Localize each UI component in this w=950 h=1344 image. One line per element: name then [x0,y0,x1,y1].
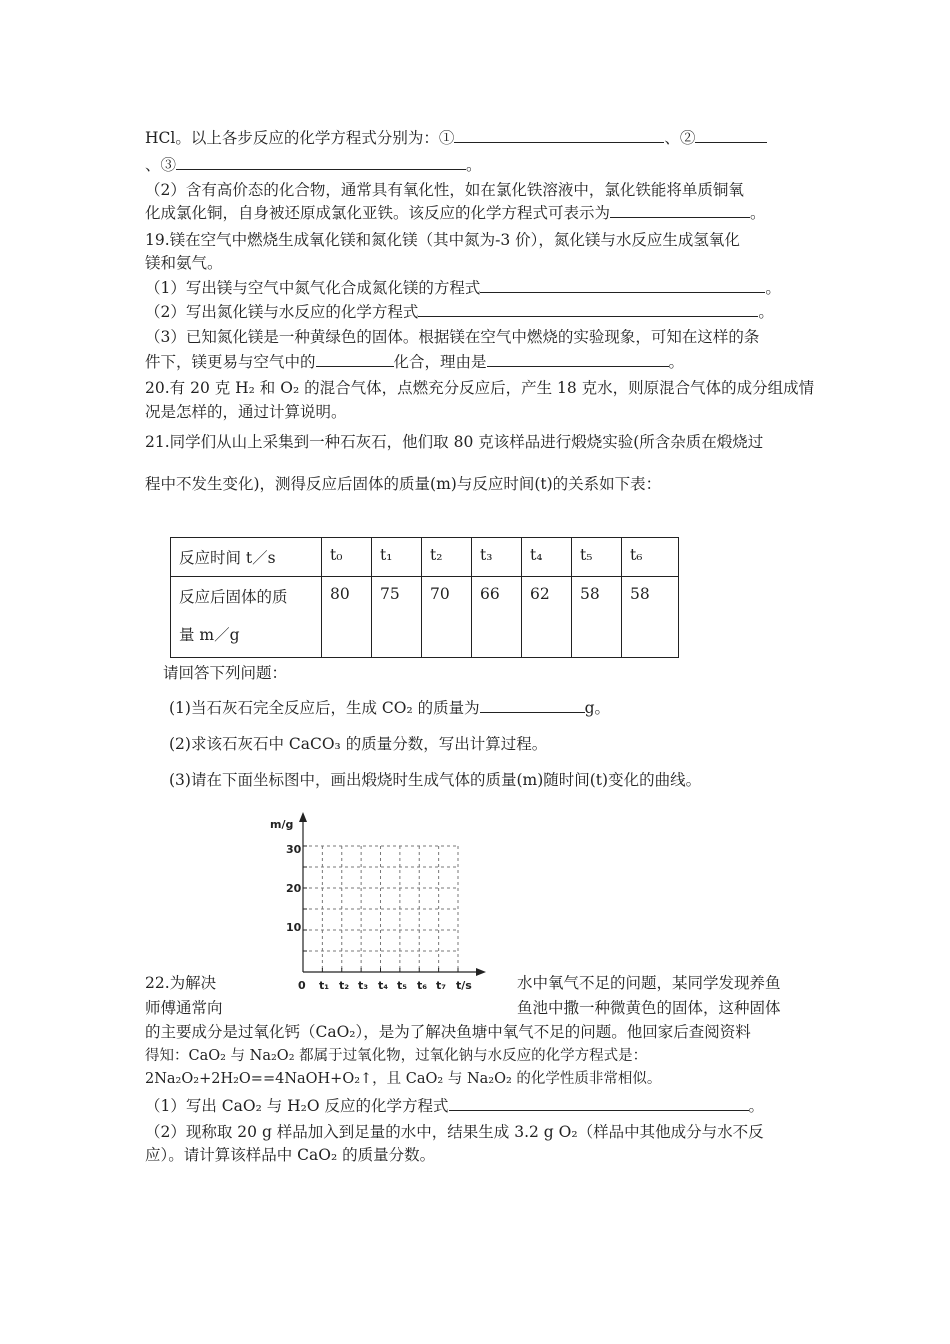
y-axis-arrow-icon [299,812,307,822]
q21-line2: 程中不发生变化)，测得反应后固体的质量(m)与反应时间(t)的关系如下表： [145,475,662,493]
q22-line1-left: 22.为解决 [145,974,217,992]
table-row [171,577,679,658]
y-tick-label: 20 [286,882,302,895]
q21-part1 [169,698,610,718]
q21-data-table [170,537,679,658]
q19-part3-end: 。 [668,353,685,371]
table-cell: 58 [622,577,679,658]
q19-blank-1[interactable] [480,278,765,293]
table-cell: t₄ [522,538,572,577]
x-axis-arrow-icon [476,968,486,976]
q20-line1: 20.有 20 克 H₂ 和 O₂ 的混合气体，点燃充分反应后，产生 18 克水，则原混合气体的成分组成情 [145,379,815,397]
q18-line1-mid: 、② [664,129,696,147]
q18-line1 [145,128,767,148]
q22-part1 [145,1096,764,1116]
q19-part2-end: 。 [758,303,774,321]
x-tick-label: t₆ [417,979,428,990]
q22-line1-right: 水中氧气不足的问题，某同学发现养鱼 [517,974,781,992]
x-tick-label: t₇ [436,979,447,990]
table-header-time: 反应时间 t／s [171,538,322,577]
x-tick-label: t₁ [319,979,330,990]
q18-line2 [145,155,482,175]
q22-line4: 得知：CaO₂ 与 Na₂O₂ 都属于过氧化物，过氧化钠与水反应的化学方程式是： [145,1048,648,1064]
table-cell: t₃ [472,538,522,577]
q19-part2 [145,302,774,322]
q19-line1: 19.镁在空气中燃烧生成氧化镁和氮化镁（其中氮为-3 价），氮化镁与水反应生成氢氧化 [145,231,740,249]
y-tick-label: 10 [286,921,302,934]
table-header-mass-line1: 反应后固体的质 [179,588,288,606]
q22-blank-1[interactable] [449,1096,749,1111]
q21-line1: 21.同学们从山上采集到一种石灰石，他们取 80 克该样品进行煅烧实验(所含杂质在煅烧过 [145,433,764,451]
q21-prompt: 请回答下列问题： [163,664,288,682]
q18-line2-text: 、③ [145,156,177,174]
q21-coordinate-grid[interactable] [266,808,496,990]
table-cell: t₂ [422,538,472,577]
table-cell: 58 [572,577,622,658]
q18-blank-4[interactable] [610,203,750,218]
table-cell: 70 [422,577,472,658]
table-cell: 66 [472,577,522,658]
q18-blank-1[interactable] [454,128,664,143]
q18-line1-text: HCl。以上各步反应的化学方程式分别为：① [145,129,455,147]
x-tick-label: t₂ [339,979,350,990]
q18-part2-text: 化成氯化铜，自身被还原成氯化亚铁。该反应的化学方程式可表示为 [145,204,611,222]
table-cell: 80 [322,577,372,658]
x-axis-label: t/s [456,979,472,990]
q22-line2-left: 师傅通常向 [145,999,223,1017]
table-cell: 75 [372,577,422,658]
q22-line2-right: 鱼池中撒一种微黄色的固体，这种固体 [517,999,781,1017]
q19-part3-line1: （3）已知氮化镁是一种黄绿色的固体。根据镁在空气中燃烧的实验现象，可知在这样的条 [145,328,760,346]
grid-lines [303,846,458,972]
q19-part1 [145,278,781,298]
q18-part2-line2 [145,203,766,223]
q22-line5: 2Na₂O₂+2H₂O==4NaOH+O₂↑，且 CaO₂ 与 Na₂O₂ 的化学性质非常相似。 [145,1071,662,1087]
origin-label: 0 [298,979,306,990]
q21-part3: (3)请在下面坐标图中，画出煅烧时生成气体的质量(m)随时间(t)变化的曲线。 [169,771,702,789]
q18-blank-2[interactable] [695,128,767,143]
q19-blank-3[interactable] [316,352,394,367]
q22-line3: 的主要成分是过氧化钙（CaO₂），是为了解决鱼塘中氧气不足的问题。他回家后查阅资料 [145,1023,751,1041]
table-header-mass [171,577,322,658]
q22-part2-line2: 应）。请计算该样品中 CaO₂ 的质量分数。 [145,1146,436,1164]
table-cell: t₀ [322,538,372,577]
q21-part1-text: (1)当石灰石完全反应后，生成 CO₂ 的质量为 [169,699,480,717]
x-tick-label: t₃ [358,979,369,990]
table-cell: 62 [522,577,572,658]
q19-part3-line2 [145,352,684,372]
q20-line2: 况是怎样的，通过计算说明。 [145,403,347,421]
table-cell: t₁ [372,538,422,577]
q19-part2-text: （2）写出氮化镁与水反应的化学方程式 [145,303,419,321]
q21-blank-1[interactable] [480,698,585,713]
x-tick-label: t₄ [378,979,389,990]
x-tick-label: t₅ [397,979,408,990]
q19-blank-4[interactable] [487,352,669,367]
q19-part3-mid: 化合，理由是 [393,353,487,371]
q18-blank-3[interactable] [176,155,466,170]
table-cell: t₅ [572,538,622,577]
q21-part1-end: g。 [584,699,611,717]
y-axis-label: m/g [270,818,294,831]
table-header-mass-line2: 量 m／g [179,626,240,644]
q18-line2-end: 。 [466,156,482,174]
q19-part1-text: （1）写出镁与空气中氮气化合成氮化镁的方程式 [145,279,481,297]
q22-part1-end: 。 [748,1097,765,1115]
table-row [171,538,679,577]
q19-part1-end: 。 [765,279,781,297]
table-cell: t₆ [622,538,679,577]
q22-part2-line1: （2）现称取 20 g 样品加入到足量的水中，结果生成 3.2 g O₂（样品中其他成分与水不反 [145,1123,764,1141]
q19-part3-text: 件下，镁更易与空气中的 [145,353,316,371]
q18-part2-line1: （2）含有高价态的化合物，通常具有氧化性，如在氯化铁溶液中，氯化铁能将单质铜氧 [145,181,744,199]
q18-part2-end: 。 [750,204,766,222]
q21-part2: (2)求该石灰石中 CaCO₃ 的质量分数，写出计算过程。 [169,735,548,753]
y-tick-label: 30 [286,843,302,856]
q22-part1-text: （1）写出 CaO₂ 与 H₂O 反应的化学方程式 [145,1097,449,1115]
q19-blank-2[interactable] [418,302,758,317]
q19-line2: 镁和氨气。 [145,254,223,272]
